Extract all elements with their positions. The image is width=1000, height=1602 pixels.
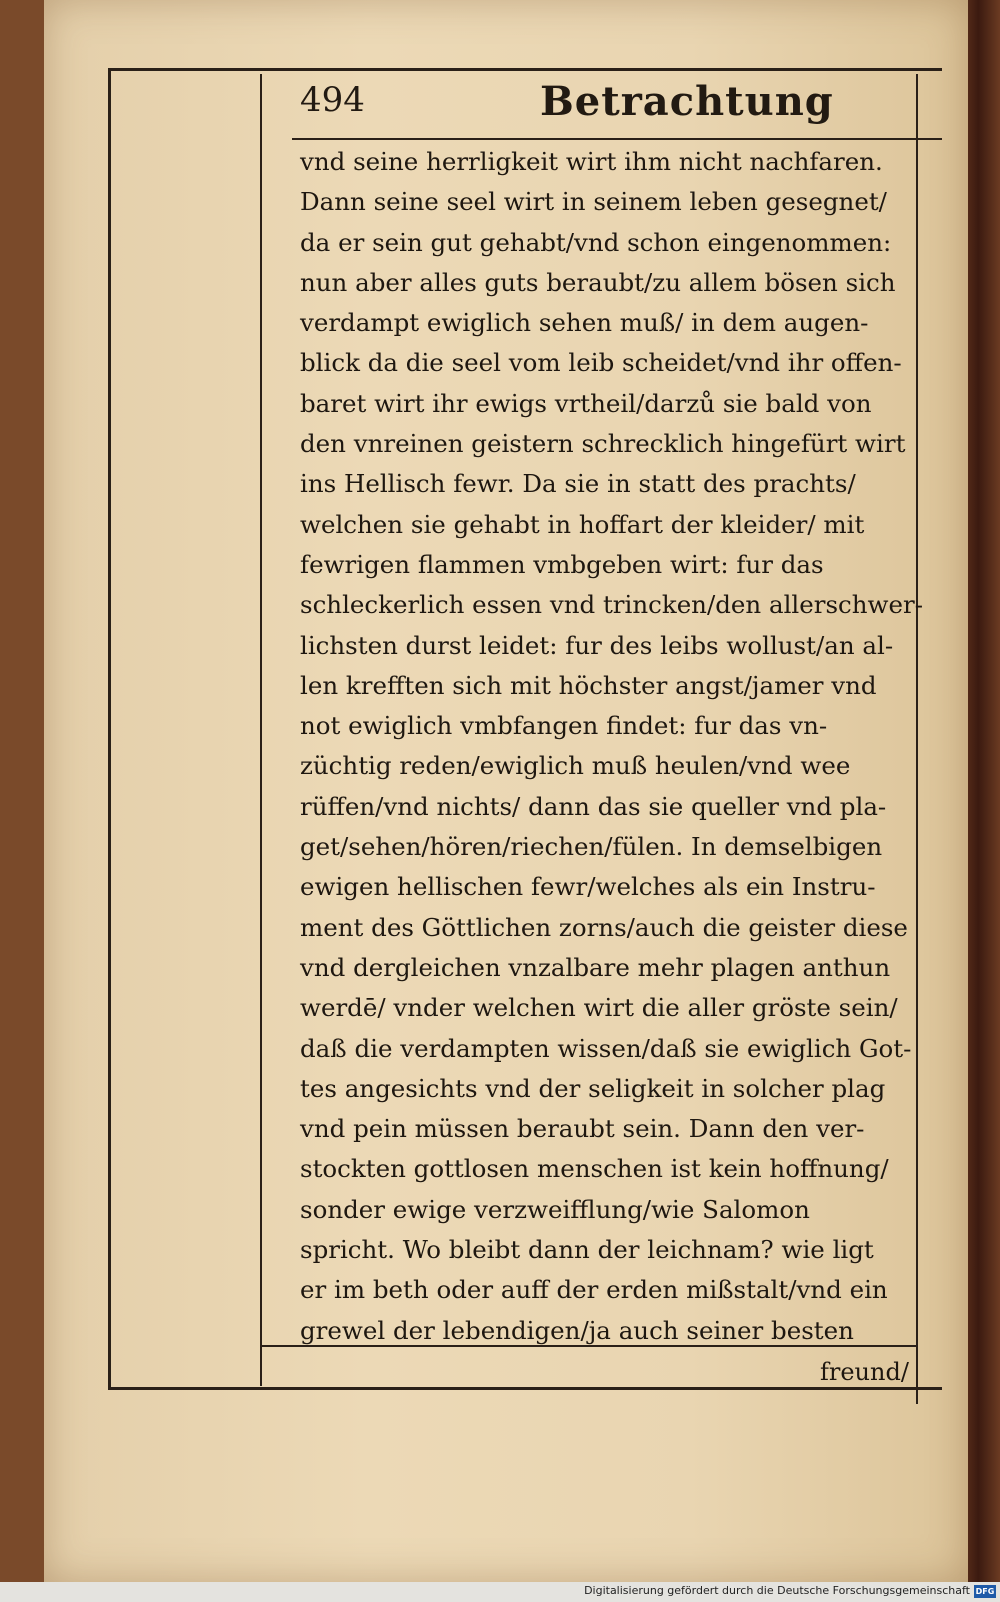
- text-line: vnd seine herrligkeit wirt ihm nicht nachfaren.: [300, 147, 883, 176]
- text-line: not ewiglich vmbfangen findet: fur das vn-: [300, 711, 828, 741]
- book-edge: [964, 0, 1000, 1582]
- text-line: vnd dergleichen vnzalbare mehr plagen anthun: [300, 952, 891, 982]
- footer-credit: Digitalisierung gefördert durch die Deutsche Forschungsgemeinschaft: [584, 1584, 970, 1597]
- text-line: den vnreinen geistern schrecklich hingefürt wirt: [300, 429, 906, 459]
- text-line: vnd pein müssen beraubt sein. Dann den ver-: [300, 1114, 865, 1144]
- text-line: blick da die seel vom leib scheidet/vnd ihr offen-: [300, 348, 902, 378]
- text-line: baret wirt ihr ewigs vrtheil/darzů sie bald von: [300, 388, 872, 418]
- text-line: get/sehen/hören/riechen/fülen. In demselbigen: [300, 832, 883, 862]
- text-line: lichsten durst leidet: fur des leibs wollust/an al-: [300, 630, 894, 660]
- body-text: [300, 142, 940, 1351]
- text-line: len krefften sich mit höchster angst/jamer vnd: [300, 670, 877, 700]
- frame-rule-left: [108, 68, 111, 1390]
- text-line: ment des Göttlichen zorns/auch die geister diese: [300, 912, 908, 942]
- text-line: grewel der lebendigen/ja auch seiner besten: [300, 1315, 854, 1345]
- text-line: werdē/ vnder welchen wirt die aller gröste sein/: [300, 993, 898, 1023]
- dfg-logo-icon: DFG: [975, 1587, 995, 1596]
- text-line: ewigen hellischen fewr/welches als ein Instru-: [300, 872, 876, 902]
- catchword: freund/: [820, 1358, 909, 1386]
- text-line: tes angesichts vnd der seligkeit in solcher plag: [300, 1073, 886, 1103]
- text-line: sonder ewige verzweifflung/wie Salomon: [300, 1194, 810, 1224]
- text-line: Dann seine seel wirt in seinem leben gesegnet/: [300, 187, 887, 217]
- text-line: fewrigen flammen vmbgeben wirt: fur das: [300, 549, 824, 579]
- frame-rule-bottom: [108, 1387, 942, 1390]
- frame-rule-top: [108, 68, 942, 71]
- text-line: spricht. Wo bleibt dann der leichnam? wie ligt: [300, 1235, 874, 1265]
- text-line: züchtig reden/ewiglich muß heulen/vnd wee: [300, 751, 851, 781]
- text-line: welchen sie gehabt in hoffart der kleider/ mit: [300, 509, 865, 539]
- text-line: verdampt ewiglich sehen muß/ in dem augen-: [300, 308, 869, 338]
- text-line: er im beth oder auff der erden mißstalt/vnd ein: [300, 1275, 888, 1305]
- text-line: daß die verdampten wissen/daß sie ewiglich Got-: [300, 1033, 912, 1063]
- page-number: 494: [300, 80, 365, 120]
- header-rule: [292, 138, 942, 140]
- text-line: stockten gottlosen menschen ist kein hoffnung/: [300, 1154, 889, 1184]
- text-line: rüffen/vnd nichts/ dann das sie queller vnd pla-: [300, 791, 887, 821]
- margin-rule-left: [260, 74, 262, 1386]
- running-head: Betrachtung: [540, 78, 834, 125]
- text-line: da er sein gut gehabt/vnd schon eingenommen:: [300, 227, 892, 257]
- text-line: ins Hellisch fewr. Da sie in statt des prachts/: [300, 469, 856, 499]
- text-line: nun aber alles guts beraubt/zu allem bösen sich: [300, 267, 896, 297]
- text-line: schleckerlich essen vnd trincken/den allerschwer-: [300, 590, 923, 620]
